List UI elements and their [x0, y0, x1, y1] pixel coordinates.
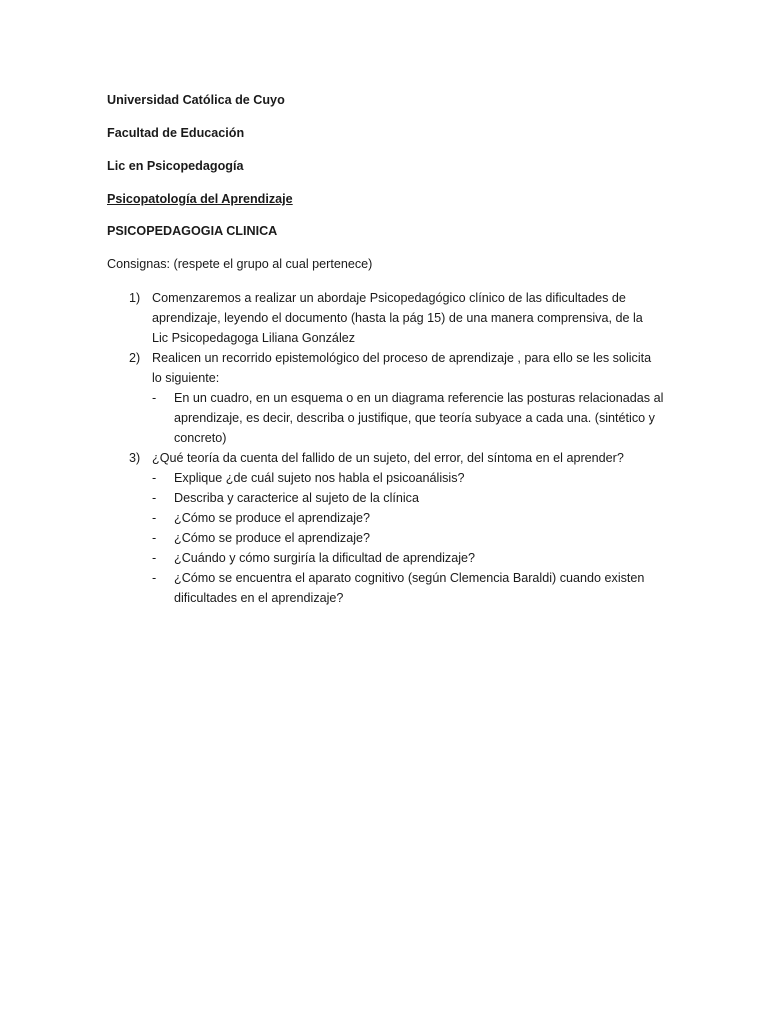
item-text-line: Comenzaremos a realizar un abordaje Psicopedagógico clínico de las dificultades de	[152, 291, 626, 305]
consignas-intro: Consignas: (respete el grupo al cual pertenece)	[107, 257, 373, 271]
sub-item-dash: -	[152, 471, 157, 485]
sub-item-text-line: En un cuadro, en un esquema o en un diagrama referencie las posturas relacionadas al	[174, 391, 664, 405]
sub-item-text-line: concreto)	[174, 431, 227, 445]
faculty-name: Facultad de Educación	[107, 126, 245, 140]
item-number: 1)	[129, 291, 141, 305]
section-title: PSICOPEDAGOGIA CLINICA	[107, 224, 278, 238]
item-text-line: lo siguiente:	[152, 371, 220, 385]
degree-name: Lic en Psicopedagogía	[107, 159, 244, 173]
sub-item-text-line: ¿Cuándo y cómo surgiría la dificultad de aprendizaje?	[174, 551, 476, 565]
sub-item-dash: -	[152, 491, 157, 505]
sub-item-dash: -	[152, 571, 157, 585]
sub-item-text-line: Explique ¿de cuál sujeto nos habla el psicoanálisis?	[174, 471, 465, 485]
item-text-line: aprendizaje, leyendo el documento (hasta la pág 15) de una manera comprensiva, de la	[152, 311, 643, 325]
item-text-line: Realicen un recorrido epistemológico del proceso de aprendizaje , para ello se les solicita	[152, 351, 652, 365]
sub-item-dash: -	[152, 511, 157, 525]
item-number: 2)	[129, 351, 141, 365]
sub-item-text-line: dificultades en el aprendizaje?	[174, 591, 344, 605]
sub-item-text-line: ¿Cómo se produce el aprendizaje?	[174, 531, 371, 545]
sub-item-text-line: ¿Cómo se produce el aprendizaje?	[174, 511, 371, 525]
sub-item-dash: -	[152, 391, 157, 405]
sub-item-text-line: aprendizaje, es decir, describa o justifique, que teoría subyace a cada una. (sintético y	[174, 411, 655, 425]
subject-title: Psicopatología del Aprendizaje	[107, 192, 293, 206]
sub-item-dash: -	[152, 551, 157, 565]
item-number: 3)	[129, 451, 141, 465]
item-text-line: ¿Qué teoría da cuenta del fallido de un sujeto, del error, del síntoma en el aprender?	[152, 451, 624, 465]
sub-item-text-line: ¿Cómo se encuentra el aparato cognitivo (según Clemencia Baraldi) cuando existen	[174, 571, 645, 585]
sub-item-text-line: Describa y caracterice al sujeto de la clínica	[174, 491, 419, 505]
sub-item-dash: -	[152, 531, 157, 545]
university-name: Universidad Católica de Cuyo	[107, 93, 285, 107]
item-text-line: Lic Psicopedagoga Liliana González	[152, 331, 356, 345]
